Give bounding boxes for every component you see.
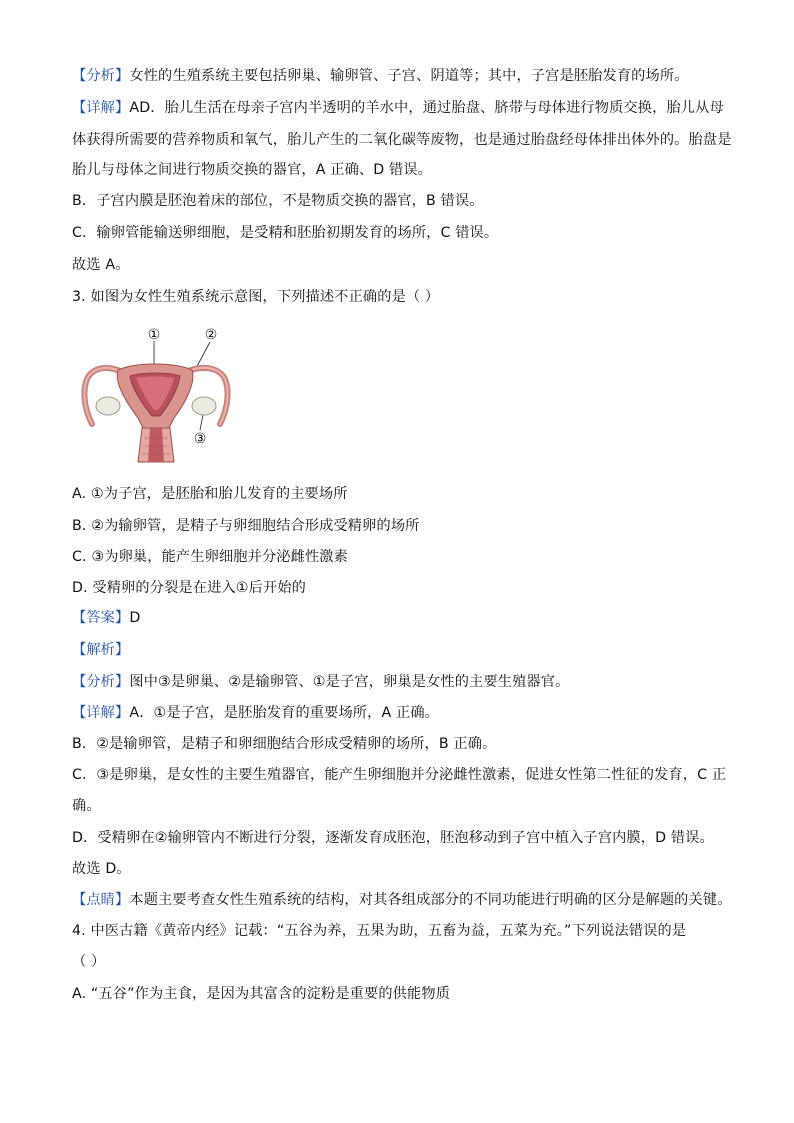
label-3-marker: [194, 410, 207, 447]
question-4-blank: （ ）: [72, 954, 106, 970]
explanation-detail-4: D．受精卵在②输卵管内不断进行分裂，逐渐发育成胚泡，胚泡移动到子宫中植入子宫内膜，D 错误。: [72, 830, 714, 846]
female-reproductive-system-figure: [78, 322, 238, 464]
analysis-tag: 【分析】: [72, 68, 130, 84]
svg-text:①: ①: [147, 327, 161, 343]
answer-line: [72, 608, 722, 628]
option-b: B. ②为输卵管，是精子与卵细胞结合形成受精卵的场所: [72, 518, 420, 534]
explanation-detail-3-cont: 确。: [72, 798, 101, 814]
explanation-analysis: 【分析】图中③是卵巢、②是输卵管、①是子宫，卵巢是女性的主要生殖器官。: [72, 674, 570, 690]
detail-line-4: B．子宫内膜是胚泡着床的部位，不是物质交换的器官，B 错误。: [72, 193, 484, 209]
question-4-option-a: A. “五谷”作为主食，是因为其富含的淀粉是重要的供能物质: [72, 986, 451, 1002]
detail-line-5: C．输卵管能输送卵细胞，是受精和胚胎初期发育的场所，C 错误。: [72, 225, 499, 241]
analysis-line-1: 【分析】女性的生殖系统主要包括卵巢、输卵管、子宫、阴道等；其中，子宫是胚胎发育的场所。: [72, 68, 689, 84]
tip-tag: 【点睛】: [72, 892, 130, 908]
tip-line: 【点睛】本题主要考查女性生殖系统的结构，对其各组成部分的不同功能进行明确的区分是解题的关键。: [72, 892, 732, 908]
explanation-conclusion: 故选 D。: [72, 861, 131, 877]
option-a: A. ①为子宫，是胚胎和胎儿发育的主要场所: [72, 486, 348, 502]
detail-line-3: 胎儿与母体之间进行物质交换的器官，A 正确、D 错误。: [72, 162, 433, 178]
explanation-detail-3: C．③是卵巢，是女性的主要生殖器官，能产生卵细胞并分泌雌性激素，促进女性第二性征的发育，C 正: [72, 767, 727, 783]
option-c: C. ③为卵巢，能产生卵细胞并分泌雌性激素: [72, 549, 348, 565]
answer-tag: 【答案】: [72, 610, 130, 626]
conclusion-line: 故选 A。: [72, 257, 130, 273]
explanation-detail-1: 【详解】A．①是子宫，是胚胎发育的重要场所，A 正确。: [72, 705, 440, 721]
left-fallopian-tube: [84, 368, 122, 424]
explanation-detail-2: B．②是输卵管，是精子和卵细胞结合形成受精卵的场所，B 正确。: [72, 736, 497, 752]
question-3: 3. 如图为女性生殖系统示意图，下列描述不正确的是（ ）: [72, 289, 440, 305]
detail-line-2: 体获得所需要的营养物质和氧气，胎儿产生的二氧化碳等废物，也是通过胎盘经母体排出体外的。胎盘是: [72, 132, 732, 148]
right-ovary: [192, 397, 216, 415]
svg-text:②: ②: [204, 327, 218, 343]
detail-line-1: 【详解】AD．胎儿生活在母亲子宫内半透明的羊水中，通过胎盘、脐带与母体进行物质交换，胎儿从母: [72, 100, 724, 116]
left-ovary: [96, 397, 120, 415]
option-d: D. 受精卵的分裂是在进入①后开始的: [72, 580, 306, 596]
svg-text:③: ③: [193, 431, 207, 447]
explanation-tag: 【解析】: [72, 642, 130, 658]
question-4: 4. 中医古籍《黄帝内经》记载：“五谷为养，五果为助，五畜为益，五菜为充。”下列说法错误的是: [72, 923, 687, 939]
detail-tag: 【详解】: [72, 100, 130, 116]
answer-value: D: [129, 610, 141, 626]
